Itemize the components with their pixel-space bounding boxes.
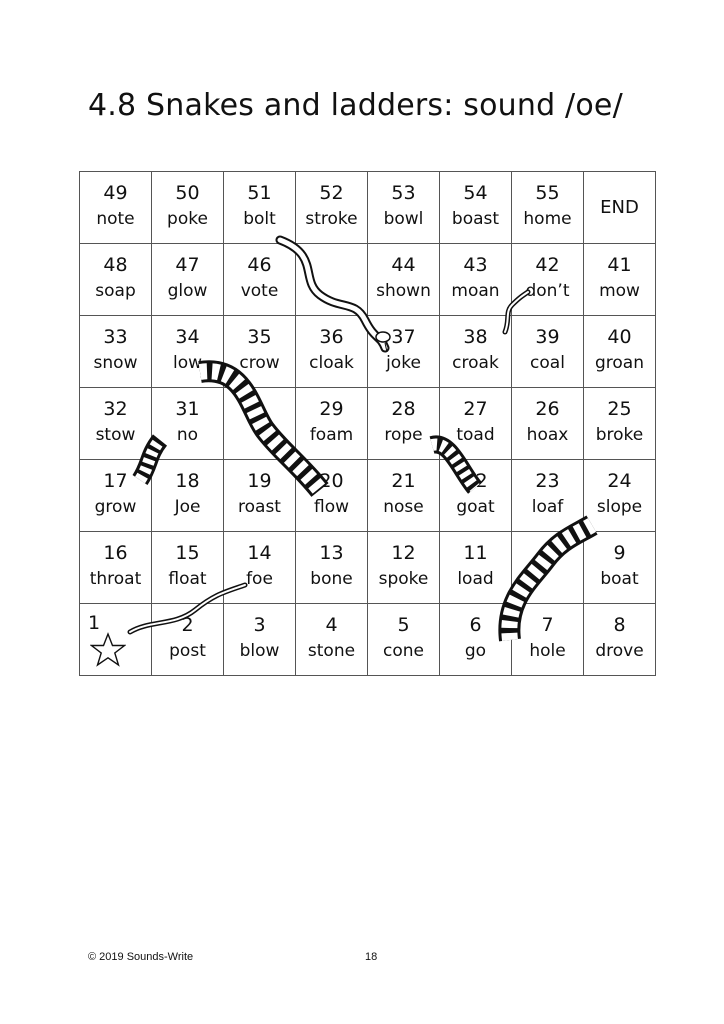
square-number: 34 <box>175 326 200 348</box>
square-number: 40 <box>607 326 632 348</box>
square-number: 21 <box>391 470 416 492</box>
square-word: throat <box>89 569 142 589</box>
square-word: poke <box>167 209 208 229</box>
square-number: 55 <box>535 182 560 204</box>
board-square <box>368 244 440 316</box>
copyright-text: © 2019 Sounds-Write <box>88 951 194 963</box>
square-number: 23 <box>535 470 560 492</box>
board-row <box>80 460 656 532</box>
square-word: joke <box>386 353 421 373</box>
square-word: boast <box>451 209 500 229</box>
square-number: 53 <box>391 182 416 204</box>
square-number: 51 <box>247 182 272 204</box>
board-square <box>368 172 440 244</box>
square-word: float <box>168 569 207 589</box>
board-square <box>368 388 440 460</box>
square-word: foe <box>246 569 273 589</box>
square-number: 3 <box>253 614 266 636</box>
board-square <box>440 388 512 460</box>
square-word: stone <box>307 641 356 661</box>
board-square <box>440 316 512 388</box>
square-word: note <box>96 209 135 229</box>
square-number: 12 <box>391 542 416 564</box>
square-number: 38 <box>463 326 488 348</box>
square-number: 49 <box>103 182 128 204</box>
board-square <box>152 244 224 316</box>
square-word: load <box>457 569 494 589</box>
square-word: groan <box>595 353 644 373</box>
square-word: home <box>523 209 572 229</box>
board-square <box>296 388 368 460</box>
board-square <box>80 388 152 460</box>
square-word: cloak <box>309 353 354 373</box>
square-word: slope <box>596 497 643 517</box>
square-word: nose <box>383 497 424 517</box>
board-square <box>152 172 224 244</box>
board-square <box>80 532 152 604</box>
square-number: 33 <box>103 326 128 348</box>
square-word: loaf <box>531 497 564 517</box>
square-word: grow <box>94 497 137 517</box>
board-row <box>80 172 656 244</box>
square-word: roast <box>238 497 281 517</box>
square-word: blow <box>239 641 280 661</box>
square-number: 54 <box>463 182 488 204</box>
board-square <box>224 244 296 316</box>
board-square <box>152 316 224 388</box>
square-number: 32 <box>103 398 128 420</box>
board-square <box>296 316 368 388</box>
board-square <box>440 172 512 244</box>
board-square <box>512 388 584 460</box>
star-icon <box>90 632 126 668</box>
square-word: rope <box>384 425 423 445</box>
square-number: 18 <box>175 470 200 492</box>
board-square <box>152 388 224 460</box>
square-number: 29 <box>319 398 344 420</box>
square-number: 2 <box>181 614 194 636</box>
board-square <box>296 604 368 676</box>
square-number: 6 <box>469 614 482 636</box>
board-square <box>296 172 368 244</box>
square-word: croak <box>452 353 499 373</box>
square-number: 24 <box>607 470 632 492</box>
board-square <box>512 244 584 316</box>
board-square <box>152 532 224 604</box>
board-square <box>224 172 296 244</box>
board-square <box>584 172 656 244</box>
end-label: END <box>600 197 639 218</box>
board-square <box>584 460 656 532</box>
square-number: 11 <box>463 542 488 564</box>
board-square <box>512 172 584 244</box>
square-word: crow <box>239 353 280 373</box>
square-number: 14 <box>247 542 272 564</box>
square-word: Joe <box>174 497 201 517</box>
square-number: 17 <box>103 470 128 492</box>
square-word: goat <box>456 497 495 517</box>
board-square <box>296 532 368 604</box>
board-square <box>152 460 224 532</box>
square-number: 44 <box>391 254 416 276</box>
square-number: 13 <box>319 542 344 564</box>
square-word: don’t <box>525 281 570 301</box>
board-square <box>296 244 368 316</box>
square-number: 26 <box>535 398 560 420</box>
square-word: shown <box>376 281 431 301</box>
square-number: 37 <box>391 326 416 348</box>
square-number: 15 <box>175 542 200 564</box>
square-word: cone <box>383 641 424 661</box>
board-row <box>80 316 656 388</box>
board-square <box>80 316 152 388</box>
square-number: 48 <box>103 254 128 276</box>
square-word: no <box>176 425 199 445</box>
board-square <box>80 604 152 676</box>
square-word: stow <box>95 425 136 445</box>
board-square <box>440 244 512 316</box>
page-number: 18 <box>365 951 378 963</box>
square-word: broke <box>595 425 644 445</box>
square-word: glow <box>167 281 208 301</box>
square-number: 46 <box>247 254 272 276</box>
board-row <box>80 244 656 316</box>
board-square <box>368 532 440 604</box>
square-number: 8 <box>613 614 626 636</box>
board-square <box>224 532 296 604</box>
square-word: go <box>464 641 487 661</box>
board-square <box>584 604 656 676</box>
board-square <box>368 604 440 676</box>
square-number: 50 <box>175 182 200 204</box>
square-number: 41 <box>607 254 632 276</box>
square-number: 42 <box>535 254 560 276</box>
square-word: bowl <box>383 209 424 229</box>
board-square <box>584 316 656 388</box>
board-square <box>224 460 296 532</box>
square-word: drove <box>595 641 644 661</box>
square-number: 43 <box>463 254 488 276</box>
square-number: 25 <box>607 398 632 420</box>
square-number: 31 <box>175 398 200 420</box>
square-number: 36 <box>319 326 344 348</box>
square-number: 39 <box>535 326 560 348</box>
square-number: 5 <box>397 614 410 636</box>
board-square <box>224 604 296 676</box>
board-square <box>512 460 584 532</box>
board-square <box>512 316 584 388</box>
board-square <box>512 604 584 676</box>
square-word: boat <box>600 569 639 589</box>
square-number: 16 <box>103 542 128 564</box>
board-square <box>440 604 512 676</box>
square-word: post <box>169 641 206 661</box>
square-number: 20 <box>319 470 344 492</box>
square-word: spoke <box>378 569 429 589</box>
square-word: bone <box>310 569 353 589</box>
square-word: stroke <box>305 209 358 229</box>
board-square <box>224 316 296 388</box>
square-number: 35 <box>247 326 272 348</box>
board-square <box>80 172 152 244</box>
square-number: 52 <box>319 182 344 204</box>
board-square <box>224 388 296 460</box>
board-row <box>80 532 656 604</box>
board-square <box>584 532 656 604</box>
square-word: foam <box>309 425 354 445</box>
board-row <box>80 388 656 460</box>
square-number: 7 <box>541 614 554 636</box>
board-square <box>440 460 512 532</box>
square-number: 22 <box>463 470 488 492</box>
board-square <box>80 460 152 532</box>
square-number: 27 <box>463 398 488 420</box>
board-square <box>512 532 584 604</box>
square-word: low <box>172 353 203 373</box>
board-square <box>368 316 440 388</box>
board-square <box>584 388 656 460</box>
square-word: coal <box>530 353 565 373</box>
board-square <box>296 460 368 532</box>
square-word: moan <box>451 281 500 301</box>
square-number: 1 <box>88 612 101 634</box>
square-word: vote <box>240 281 279 301</box>
square-number: 9 <box>613 542 626 564</box>
square-word: bolt <box>243 209 276 229</box>
board-square <box>152 604 224 676</box>
square-number: 28 <box>391 398 416 420</box>
square-word: hole <box>529 641 566 661</box>
square-word: flow <box>313 497 349 517</box>
square-number: 4 <box>325 614 338 636</box>
square-word: snow <box>93 353 138 373</box>
board-square <box>80 244 152 316</box>
square-word: hoax <box>526 425 569 445</box>
game-board <box>79 171 656 676</box>
square-number: 47 <box>175 254 200 276</box>
square-word: toad <box>456 425 495 445</box>
board-square <box>368 460 440 532</box>
square-number: 19 <box>247 470 272 492</box>
square-word: mow <box>599 281 640 301</box>
board-row <box>80 604 656 676</box>
board-square <box>440 532 512 604</box>
square-word: soap <box>95 281 136 301</box>
board-square <box>584 244 656 316</box>
page-title: 4.8 Snakes and ladders: sound /oe/ <box>88 88 623 123</box>
